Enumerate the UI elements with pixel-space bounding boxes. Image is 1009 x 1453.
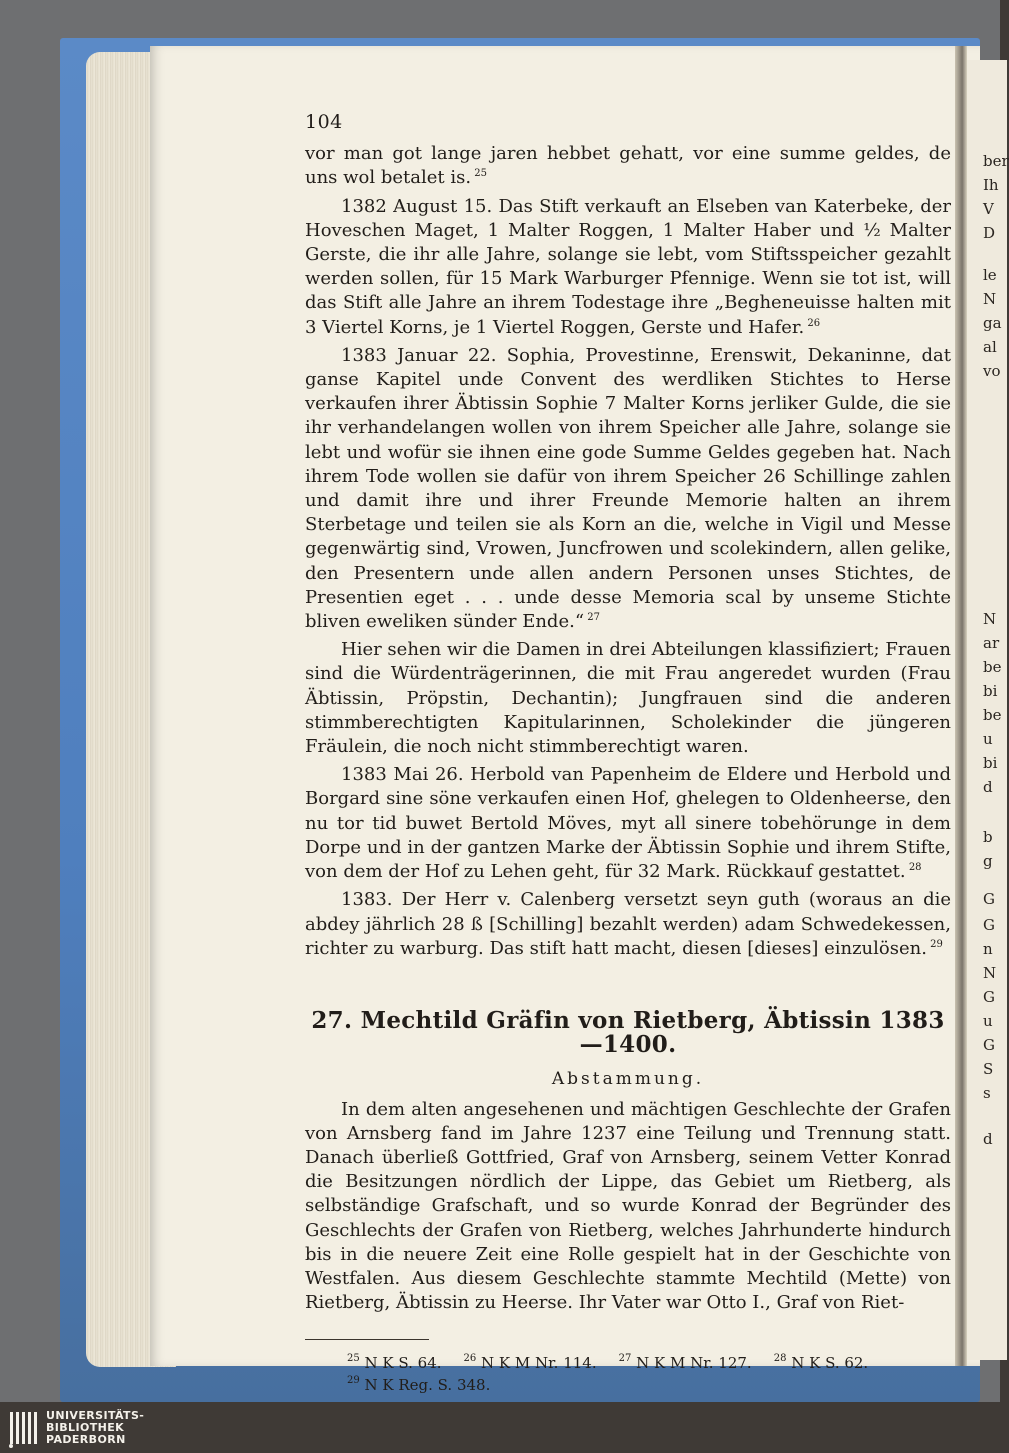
paragraph [305,638,951,759]
paragraph-text: vor man got lange jaren hebbet gehatt, vor eine summe geldes, de uns wol betalet is. [305,143,951,189]
paragraph-text: Hier sehen wir die Damen in drei Abteilungen klassifiziert; Frauen sind die Würdenträgerinnen, die mit Frau angeredet wurden (Frau Äbtissin, Pröpstin, Dechantin); Jungfrauen sind die anderen stimmberechtigten Kapitularinnen, Scholekinder die jüngeren Fräulein, die noch nicht stimmberechtigt waren. [305,639,951,758]
next-page-fragment: D [983,224,996,242]
footnote [347,1354,442,1372]
footnote-marker: 26 [804,317,821,329]
paragraph [305,763,951,884]
footnote-marker: 29 [926,938,943,950]
library-logo-bar [0,1402,1000,1453]
next-page-fragment: vo [983,362,1001,380]
paragraph [305,344,951,634]
footnote-number: 28 [773,1353,787,1365]
footnote [619,1354,752,1372]
next-page-fragment: s [983,1084,991,1102]
paragraph [305,195,951,340]
paragraph-text: 1382 August 15. Das Stift verkauft an Elseben van Katerbeke, der Hoveschen Maget, 1 Malter Roggen, 1 Malter Haber und ½ Malter Gerste, die ihr alle Jahre, solange sie lebt, vom Stiftsspeicher gezahlt werden sollen, für 15 Mark Warburger Pfennige. Wenn sie tot ist, will das Stift alle Jahre an ihrem Todestage ihre „Begheneuisse halten mit 3 Viertel Korns, je 1 Viertel Roggen, Gerste und Hafer. [305,195,951,338]
paragraphs [305,142,951,961]
footnote-rule [305,1339,429,1340]
next-page-fragment: ga [983,314,1002,332]
next-page-fragment: G [983,916,995,934]
next-page-fragment: N [983,964,997,982]
footnote-marker: 27 [584,612,600,624]
next-page-fragment: N [983,610,997,628]
next-page-fragment: g [983,852,993,870]
paragraph [305,142,951,190]
next-page-fragment: N [983,290,997,308]
next-page-fragment: G [983,890,995,908]
footnote-number: 25 [347,1353,360,1365]
book-gutter [955,46,967,1366]
next-page-fragment: G [983,1036,995,1054]
logo-line-3: PADERBORN [46,1433,126,1446]
section-subheading: Abstammung. [551,1069,705,1090]
next-page-fragment: d [983,778,993,796]
page-number: 104 [305,111,343,133]
footnote-number: 29 [347,1375,360,1387]
next-page-edge [967,60,1007,1360]
footnote-marker: 25 [471,168,487,180]
library-logo-icon [8,1410,38,1448]
footnotes [305,1352,951,1396]
next-page-fragment: bi [983,682,998,700]
next-page-fragment: ar [983,634,1000,652]
next-page-fragment: V [983,200,994,218]
footnote-number: 27 [618,1353,632,1365]
next-page-fragment: b [983,828,993,846]
library-logo-text [46,1410,144,1446]
logo-line-2: BIBLIOTHEK [46,1421,125,1434]
logo-line-1: UNIVERSITÄTS- [46,1409,145,1422]
next-page-fragment: be [983,706,1002,724]
footnote [347,1376,490,1394]
next-page-fragment: S [983,1060,994,1078]
next-page-fragment: ber [983,152,1009,170]
footnote-text: N K Reg. S. 348. [359,1376,491,1395]
footnote-text: N K S. 64. [359,1354,442,1373]
next-page-fragment: u [983,730,993,748]
paragraph-text: 1383 Mai 26. Herbold van Papenheim de Eldere und Herbold und Borgard sine söne verkaufen einen Hof, ghelegen to Oldenheerse, den nu tor tid buwet Bertold Möves, myt all sinere tobehörunge in dem Dorpe und in der gantzen Marke der Äbtissin Sophie und ihrem Stifte, von dem der Hof zu Lehen geht, für 32 Mark. Rückkauf gestattet. [305,764,951,883]
footnote [464,1354,597,1372]
footnote [774,1354,869,1372]
footnote-text: N K M Nr. 127. [631,1354,752,1373]
section-paragraph: In dem alten angesehenen und mächtigen Geschlechte der Grafen von Arnsberg fand im Jahre 1237 eine Teilung und Trennung statt. Danach überließ Gottfried, Graf von Arnsberg, seinem Vetter Konrad die Besitzungen nördlich der Lippe, das Gebiet um Rietberg, als selbständige Grafschaft, und so wurde Konrad der Begründer des Geschlechts der Grafen von Rietberg, welches Jahrhunderte hindurch bis in die neuere Zeit eine Rolle gespielt hat in der Geschichte von Westfalen. Aus diesem Geschlechte stammte Mechtild (Mette) von Rietberg, Äbtissin zu Heerse. Ihr Vater war Otto I., Graf von Riet- [305,1098,951,1314]
next-page-fragment: G [983,988,995,1006]
next-page-fragment: Ih [983,176,999,194]
footnote-text: N K M Nr. 114. [476,1354,597,1373]
next-page-fragment: n [983,940,993,958]
next-page-fragment: be [983,658,1002,676]
paragraph-text: 1383 Januar 22. Sophia, Provestinne, Erenswit, Dekaninne, dat ganse Kapitel unde Convent des werdliken Stichtes to Herse verkaufen ihrer Äbtissin Sophie 7 Malter Korns jerliker Gulde, die sie ihr verhandelangen wollen von ihrem Speicher alle Jahre, solange sie lebt und wofür sie ihnen eine gode Summe Geldes gegeben hat. Nach ihrem Tode wollen sie dafür von ihrem Speicher 26 Schillinge zahlen und damit ihre und ihrer Freunde Memorie halten an ihrem Sterbetage und teilen sie als Korn an die, welche in Vigil und Messe gegenwärtig sind, Vrowen, Juncfrowen und scolekindern, allen gelike, den Presentern unde allen andern Personen unses Stichtes, de Presentien eget . . . unde desse Memoria scal by unseme Stichte bliven eweliken sünder Ende.“ [305,344,951,633]
footnote-marker: 28 [905,862,922,874]
next-page-fragment: bi [983,754,998,772]
next-page-fragment: al [983,338,997,356]
paragraph [305,888,951,961]
next-page-fragment: u [983,1012,993,1030]
footnote-text: N K S. 62. [786,1354,869,1373]
next-page-fragment: d [983,1130,993,1148]
paragraph-text: 1383. Der Herr v. Calenberg versetzt seyn guth (woraus an die abdey jährlich 28 ß [Schilling] bezahlt werden) adam Schwedekessen, richter zu warburg. Das stift hatt macht, diesen [dieses] einzulösen. [305,889,951,959]
section-heading: 27. Mechtild Gräfin von Rietberg, Äbtissin 1383—1400. [311,1006,945,1059]
page-text [305,110,951,1396]
next-page-fragment: le [983,266,997,284]
footnote-number: 26 [463,1353,477,1365]
